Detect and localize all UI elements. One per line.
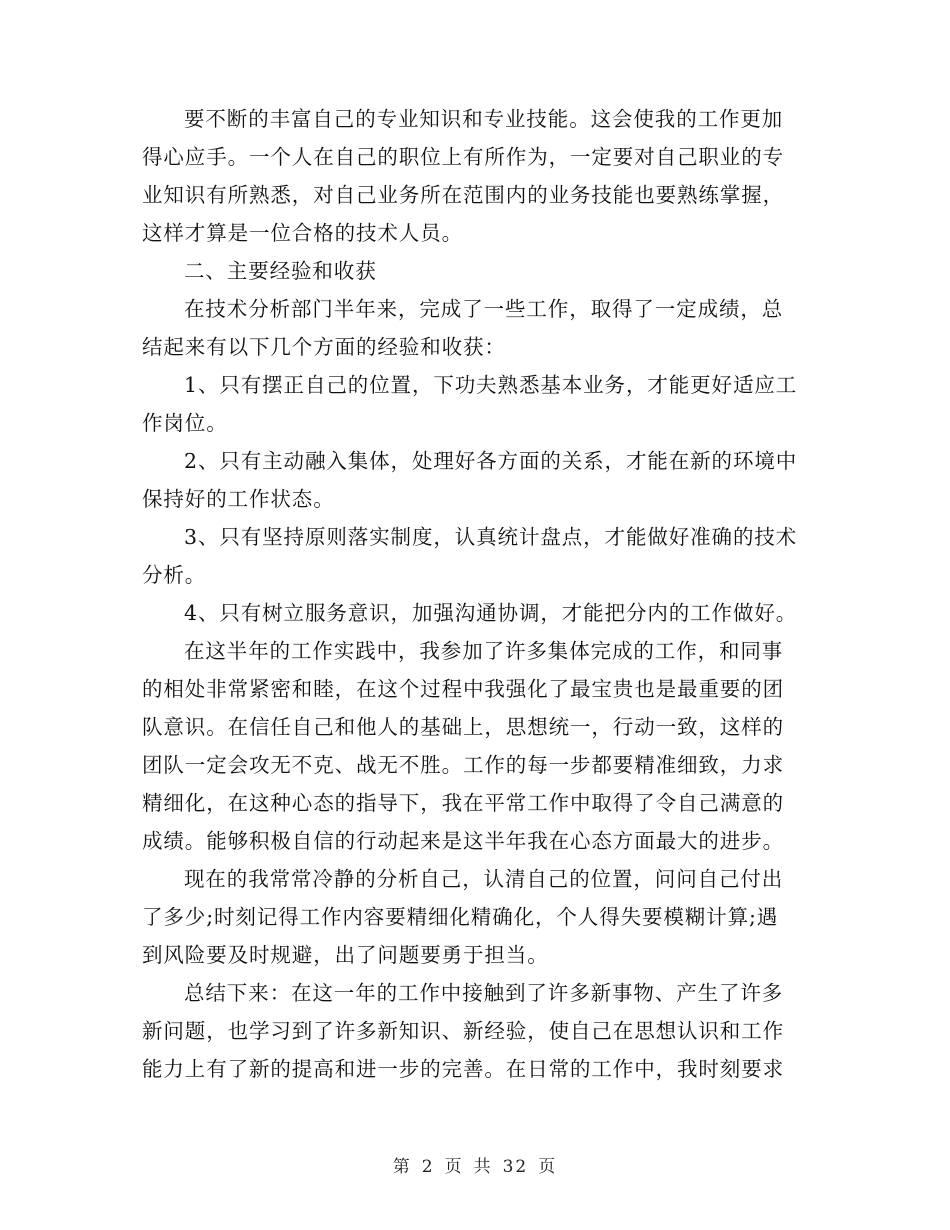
text-line: 到风险要及时规避，出了问题要勇于担当。 [142,943,549,967]
page-label: 第 [392,1157,412,1177]
text-line: 现在的我常常冷静的分析自己，认清自己的位置，问问自己付出 [184,867,784,891]
document-body [142,100,806,1088]
text-line: 总结下来：在这一年的工作中接触到了许多新事物、产生了许多 [184,981,784,1005]
total-label: 共 [473,1157,493,1177]
text-line: 业知识有所熟悉，对自己业务所在范围内的业务技能也要熟练掌握， [142,183,784,207]
text-line: 分析。 [142,563,207,587]
text-line: 在技术分析部门半年来，完成了一些工作，取得了一定成绩，总 [184,297,784,321]
list-item-3: 3、只有坚持原则落实制度，认真统计盘点，才能做好准确的技术 [184,525,798,549]
text-line: 新问题，也学习到了许多新知识、新经验，使自己在思想认识和工作 [142,1019,784,1043]
total-pages: 32 [502,1157,529,1177]
text-line: 结起来有以下几个方面的经验和收获： [142,335,506,359]
text-line: 成绩。能够积极自信的行动起来是这半年我在心态方面最大的进步。 [142,829,784,853]
list-item-4: 4、只有树立服务意识，加强沟通协调，才能把分内的工作做好。 [184,601,798,625]
text-line: 这样才算是一位合格的技术人员。 [142,221,463,245]
section-heading: 二、主要经验和收获 [184,259,377,283]
text-line: 能力上有了新的提高和进一步的完善。在日常的工作中，我时刻要求 [142,1057,784,1081]
page-number: 2 [421,1157,435,1177]
text-line: 要不断的丰富自己的专业知识和专业技能。这会使我的工作更加 [184,107,784,131]
text-line: 在这半年的工作实践中，我参加了许多集体完成的工作，和同事 [184,639,784,663]
list-item-2: 2、只有主动融入集体，处理好各方面的关系，才能在新的环境中 [184,449,798,473]
text-line: 得心应手。一个人在自己的职位上有所作为，一定要对自己职业的专 [142,145,784,169]
text-line: 团队一定会攻无不克、战无不胜。工作的每一步都要精准细致，力求 [142,753,784,777]
text-line: 精细化，在这种心态的指导下，我在平常工作中取得了令自己满意的 [142,791,784,815]
text-line: 作岗位。 [142,411,228,435]
text-line: 的相处非常紧密和睦，在这个过程中我强化了最宝贵也是最重要的团 [142,677,784,701]
text-line: 了多少;时刻记得工作内容要精细化精确化，个人得失要模糊计算;遇 [142,905,779,929]
total-unit: 页 [538,1157,558,1177]
page-footer [0,1152,950,1177]
text-line: 队意识。在信任自己和他人的基础上，思想统一，行动一致，这样的 [142,715,784,739]
list-item-1: 1、只有摆正自己的位置，下功夫熟悉基本业务，才能更好适应工 [184,373,798,397]
text-line: 保持好的工作状态。 [142,487,335,511]
page-unit: 页 [444,1157,464,1177]
